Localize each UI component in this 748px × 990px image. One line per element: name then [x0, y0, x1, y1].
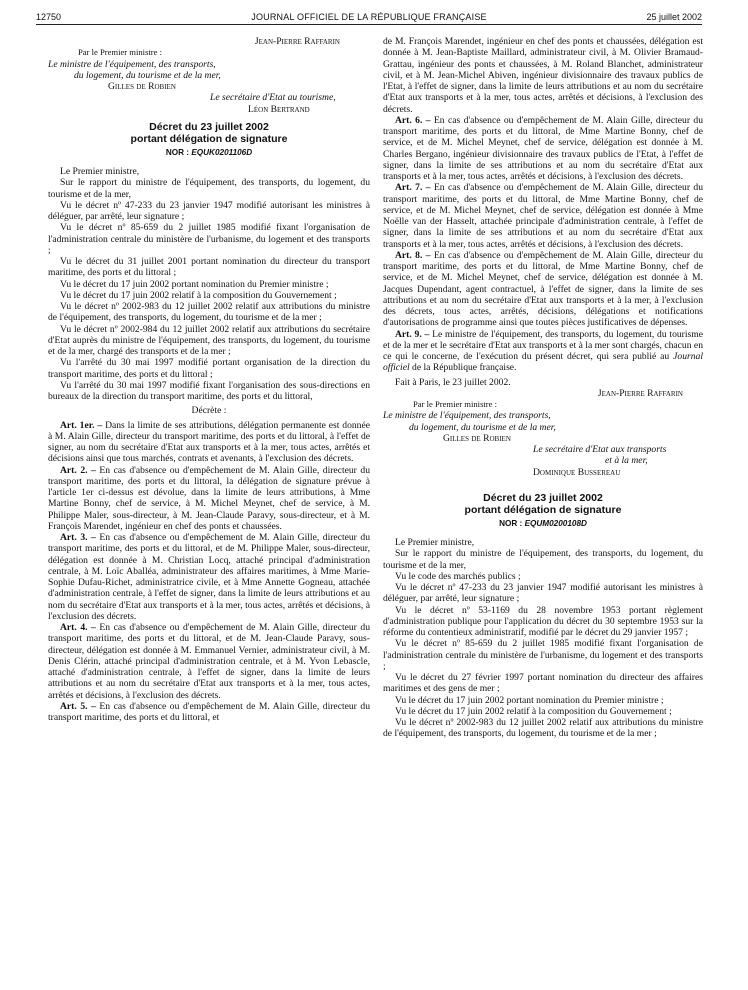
signatory-name: Jean-Pierre Raffarin: [597, 387, 683, 399]
minister-role-2: du logement, du tourisme et de la mer,: [74, 69, 221, 81]
done-at-line: Fait à Paris, le 23 juillet 2002.: [395, 376, 511, 388]
preamble-line: Vu le décret nº 85-659 du 2 juillet 1985 modifié fixant l'organisation de l'administration centrale du ministère de l'urbanisme, du logement et des transports ;: [48, 222, 370, 256]
article-5: Art. 5. – En cas d'absence ou d'empêchement de M. Alain Gille, directeur du transport maritime, des ports et du littoral, et: [48, 700, 371, 723]
secretary-name: Dominique Bussereau: [533, 466, 621, 478]
preamble: [383, 537, 703, 740]
preamble: [48, 166, 370, 402]
right-column: [383, 36, 703, 740]
minister-role-2: du logement, du tourisme et de la mer,: [409, 421, 556, 433]
page-header: [36, 8, 702, 22]
by-pm-line: Par le Premier ministre :: [413, 399, 498, 409]
decree-subtitle: portant délégation de signature: [464, 503, 622, 516]
decree-title: Décret du 23 juillet 2002: [149, 120, 269, 133]
preamble-line: Vu l'arrêté du 30 mai 1997 modifié fixant l'organisation des sous-directions en bureaux de la direction du transport maritime, des ports et du littoral,: [48, 379, 370, 402]
signatory-name: Jean-Pierre Raffarin: [254, 36, 340, 47]
preamble-line: Vu le décret du 31 juillet 2001 portant nomination du directeur du transport maritime, des ports et du littoral ;: [48, 256, 370, 279]
preamble-line: Le Premier ministre,: [395, 537, 475, 548]
article-1: Art. 1er. – Dans la limite de ses attributions, délégation permanente est donnée à M. Alain Gille, directeur du transport maritime, des ports et du littoral, à l'effet de signer, au nom du secrétaire d'Etat aux transports et à la mer, tous actes, arrêtés et décisions ainsi que tous marchés, contrats et avenants, à l'exclusion des décrets.: [48, 419, 370, 465]
decree-subtitle: portant délégation de signature: [130, 132, 288, 145]
article-5-continuation: de M. François Marendet, ingénieur en chef des ponts et chaussées, délégation est donnée à M. Jean-Baptiste Maillard, administrateur civil, à M. Olivier Bramaud-Grattau, ingénieur des ponts et chaussées, à M. Roland Blanchet, administrateur civil, et à M. Jean-Michel Abiven, ingénieur divisionnaire des travaux publics de l'Etat, à l'effet de signer, dans la limite de leurs attributions et au nom du secrétaire d'Etat aux transports et à la mer, tous actes, arrêtés et décisions, à l'exclusion des décrets.: [383, 36, 703, 115]
preamble-line: Vu le décret nº 53-1169 du 28 novembre 1953 portant règlement d'administration publique pour l'application du décret du 30 septembre 1953 sur la réforme du contentieux administratif, modifié par le décret du 29 janvier 1957 ;: [383, 604, 703, 638]
page-number: 12750: [36, 12, 62, 22]
article-7: Art. 7. – En cas d'absence ou d'empêchement de M. Alain Gille, directeur du transport maritime, des ports et du littoral, de Mme Martine Bonny, chef de service, et de M. Michel Meynet, chef de service, délégation est donnée à Mme Noëlle van der Hasselt, attachée principale d'administration centrale, à l'effet de signer, dans la limite de ses attributions et au nom du secrétaire d'Etat aux transports et à la mer, tous actes, arrêtés et décisions, à l'exclusion des décrets.: [383, 182, 703, 250]
preamble-line: Vu le décret du 27 février 1997 portant nomination du directeur des affaires maritimes et des gens de mer ;: [383, 672, 703, 695]
nor-code: EQUK0201106D: [191, 147, 253, 157]
nor-reference: NOR : EQUM0200108D: [499, 518, 587, 528]
preamble-line: Vu le code des marchés publics ;: [395, 570, 521, 582]
secretary-name: Léon Bertrand: [248, 103, 310, 115]
decree-title: Décret du 23 juillet 2002: [483, 491, 603, 504]
signature-block: [383, 388, 703, 478]
header-rule: [36, 24, 702, 25]
article-4: Art. 4. – En cas d'absence ou d'empêchement de M. Alain Gille, directeur du transport maritime, des ports et du littoral, et de M. Jean-Claude Paravy, sous-directeur, délégation est donnée à M. Emmanuel Vernier, administrateur civil, à M. Denis Clérin, attaché principal d'administration centrale, et à M. Yvon Lebascle, attaché d'administration centrale, à l'effet de signer, dans la limite de leurs attributions et au nom du secrétaire d'Etat aux transports et à la mer, tous actes, arrêtés et décisions, à l'exclusion des décrets.: [48, 622, 371, 701]
minister-name: Gilles de Robien: [108, 81, 176, 92]
preamble-line: Vu le décret du 17 juin 2002 portant nomination du Premier ministre ;: [60, 278, 329, 290]
article-3: Art. 3. – En cas d'absence ou d'empêchement de M. Alain Gille, directeur du transport maritime, des ports et du littoral, et de M. Philippe Maler, sous-directeur, délégation est donnée à M. Christian Locq, attaché principal d'administration centrale, à M. Loïc Aballéa, administrateur des affaires maritimes, à Mme Marie-Sophie Dufau-Richet, administratrice civile, et à Mme Annette Gogneau, attachée d'administration centrale, à l'effet de signer, dans la limite de leurs attributions et au nom du secrétaire d'Etat aux transports et à la mer, tous actes, arrêtés et décisions, à l'exclusion des décrets.: [48, 532, 371, 622]
article-2: Art. 2. – En cas d'absence ou d'empêchement de M. Alain Gille, directeur du transport maritime, des ports et du littoral, la délégation de signature prévue à l'article 1er ci-dessus est dévolue, dans la limite de leurs attributions, à Mme Martine Bonny, chef de service, à M. Michel Meynet, chef de service, à M. Philippe Maler, sous-directeur, à M. Jean-Claude Paravy, sous-directeur, et à M. François Marendet, ingénieur en chef des ponts et chaussées.: [48, 464, 371, 532]
minister-name: Gilles de Robien: [443, 432, 511, 444]
minister-role: Le ministre de l'équipement, des transports,: [48, 58, 216, 70]
preamble-line: Vu l'arrêté du 30 mai 1997 modifié portant organisation de la direction du transport maritime, des ports et du littoral ;: [48, 357, 370, 380]
nor-reference: NOR : EQUK0201106D: [165, 147, 253, 157]
signature-block: [48, 36, 370, 115]
preamble-line: Vu le décret du 17 juin 2002 portant nomination du Premier ministre ;: [395, 694, 664, 706]
article-8: Art. 8. – En cas d'absence ou d'empêchement de M. Alain Gille, directeur du transport maritime, des ports et du littoral, de Mme Martine Bonny, chef de service, et de M. Michel Meynet, chef de service, délégation est donnée à M. Jacques Dupendant, agent contractuel, à l'effet de signer, dans la limite de ses attributions et au nom du secrétaire d'Etat aux transports et à la mer, à l'exclusion des décrets, tous actes, arrêtés, décisions, délégations et notifications d'autorisations de programme ainsi que toutes pièces justificatives de dépenses.: [383, 249, 703, 329]
preamble-line: Vu le décret nº 47-233 du 23 janvier 1947 modifié autorisant les ministres à déléguer, par arrêté, leur signature ;: [48, 199, 370, 222]
preamble-line: Vu le décret du 17 juin 2002 relatif à la composition du Gouvernement ;: [395, 705, 672, 717]
issue-date: 25 juillet 2002: [646, 12, 702, 22]
preamble-line: Le Premier ministre,: [60, 166, 140, 177]
preamble-line: Vu le décret nº 2002-983 du 12 juillet 2002 relatif aux attributions du ministre de l'équipement, des transports, du logement, du tourisme et de la mer ;: [383, 717, 703, 740]
preamble-line: Vu le décret nº 2002-984 du 12 juillet 2002 relatif aux attributions du secrétaire d'Etat auprès du ministre de l'équipement, des transports, du logement, du tourisme et de la mer, chargé des transports et de la mer ;: [48, 323, 370, 357]
nor-code: EQUM0200108D: [524, 518, 587, 528]
left-column: [48, 36, 370, 723]
decrete-heading: Décrète :: [191, 405, 227, 417]
secretary-role-2: et à la mer,: [605, 455, 648, 467]
preamble-line: Vu le décret nº 2002-983 du 12 juillet 2002 relatif aux attributions du ministre de l'équipement, des transports, du logement, du tourisme et de la mer ;: [48, 301, 370, 324]
secretary-role: Le secrétaire d'Etat aux transports: [533, 444, 667, 455]
article-9: Art. 9. – Le ministre de l'équipement, des transports, du logement, du tourisme et de la mer et le secrétaire d'Etat aux transports et à la mer sont chargés, chacun en ce qui le concerne, de l'exécution du présent décret, qui sera publié au Journal officiel de la République française.: [383, 328, 703, 374]
preamble-line: Vu le décret du 17 juin 2002 relatif à la composition du Gouvernement ;: [60, 289, 337, 301]
secretary-role: Le secrétaire d'Etat au tourisme,: [210, 92, 336, 104]
preamble-line: Vu le décret nº 47-233 du 23 janvier 1947 modifié autorisant les ministres à déléguer, par arrêté, leur signature ;: [383, 582, 703, 605]
journal-title: JOURNAL OFFICIEL DE LA RÉPUBLIQUE FRANÇAISE: [251, 12, 487, 22]
preamble-line: Sur le rapport du ministre de l'équipement, des transports, du logement, du tourisme et de la mer,: [48, 177, 370, 200]
minister-role: Le ministre de l'équipement, des transports,: [383, 410, 551, 422]
by-pm-line: Par le Premier ministre :: [78, 47, 163, 58]
preamble-line: Sur le rapport du ministre de l'équipement, des transports, du logement, du tourisme et de la mer,: [383, 548, 703, 571]
article-6: Art. 6. – En cas d'absence ou d'empêchement de M. Alain Gille, directeur du transport maritime, des ports et du littoral, de Mme Martine Bonny, chef de service, et de M. Michel Meynet, chef de service, délégation est donnée à M. Charles Bergano, ingénieur divisionnaire des travaux publics de l'Etat, à l'effet de signer, dans la limite de ses attributions et au nom du secrétaire d'Etat aux transports et à la mer, tous actes, arrêtés et décisions, à l'exclusion des décrets.: [383, 114, 703, 182]
preamble-line: Vu le décret nº 85-659 du 2 juillet 1985 modifié fixant l'organisation de l'administration centrale du ministère de l'urbanisme, du logement et des transports ;: [383, 638, 703, 672]
